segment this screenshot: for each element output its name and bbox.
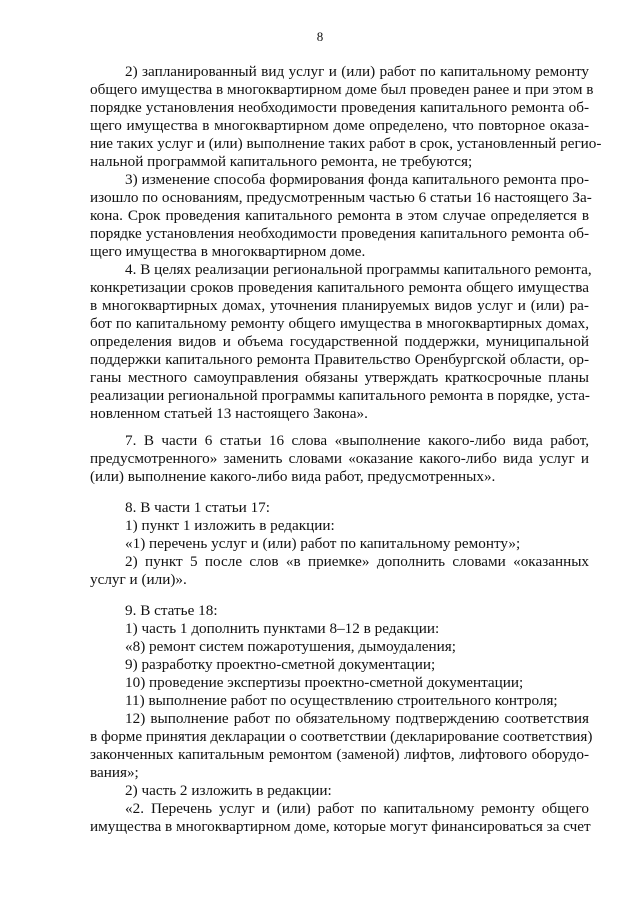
text-line: законченных капитальным ремонтом (заменой) лифтов, лифтового оборудо- <box>90 746 589 763</box>
text-line: 2) часть 2 изложить в редакции: <box>125 782 332 799</box>
text-line: ганы местного самоуправления обязаны утверждать краткосрочные планы <box>90 369 589 386</box>
text-line: бот по капитальному ремонту общего имущества в многоквартирных домах, <box>90 315 589 332</box>
text-line: поддержки капитального ремонта Правительство Оренбургской области, ор- <box>90 351 589 368</box>
text-line: реализации региональной программы капитального ремонта в порядке, уста- <box>90 387 590 404</box>
text-line: 1) часть 1 дополнить пунктами 8–12 в редакции: <box>125 620 440 637</box>
text-line: «2. Перечень услуг и (или) работ по капитальному ремонту общего <box>125 800 589 817</box>
text-line: щего имущества в многоквартирном доме. <box>90 243 366 260</box>
text-line: щего имущества в многоквартирном доме определено, что повторное оказа- <box>90 117 589 134</box>
text-line: вания»; <box>90 764 139 781</box>
text-line: 9) разработку проектно-сметной документации; <box>125 656 436 673</box>
text-line: 8. В части 1 статьи 17: <box>125 499 270 516</box>
text-line: 2) запланированный вид услуг и (или) работ по капитальному ремонту <box>125 63 589 80</box>
text-line: конкретизации сроков проведения капитального ремонта общего имущества <box>90 279 589 296</box>
text-line: 10) проведение экспертизы проектно-сметной документации; <box>125 674 524 691</box>
text-line: предусмотренного» заменить словами «оказание какого-либо вида услуг и <box>90 450 589 467</box>
text-line: 1) пункт 1 изложить в редакции: <box>125 517 335 534</box>
text-line: порядке установления необходимости проведения капитального ремонта об- <box>90 99 589 116</box>
text-line: общего имущества в многоквартирном доме был проведен ранее и при этом в <box>90 81 594 98</box>
text-line: определения видов и объема государственной поддержки, муниципальной <box>90 333 589 350</box>
text-line: 2) пункт 5 после слов «в приемке» дополнить словами «оказанных <box>125 553 589 570</box>
text-line: «1) перечень услуг и (или) работ по капитальному ремонту»; <box>125 535 521 552</box>
text-line: нальной программой капитального ремонта, не требуются; <box>90 153 473 170</box>
text-line: 7. В части 6 статьи 16 слова «выполнение какого-либо вида работ, <box>125 432 589 449</box>
text-line: 12) выполнение работ по обязательному подтверждению соответствия <box>125 710 589 727</box>
text-line: в форме принятия декларации о соответствии (декларирование соответствия) <box>90 728 593 745</box>
text-line: новленном статьей 13 настоящего Закона». <box>90 405 368 422</box>
text-line: 4. В целях реализации региональной программы капитального ремонта, <box>125 261 592 278</box>
text-line: ние таких услуг и (или) выполнение таких работ в срок, установленный регио- <box>90 135 602 152</box>
text-line: изошло по основаниям, предусмотренным частью 6 статьи 16 настоящего За- <box>90 189 592 206</box>
text-line: имущества в многоквартирном доме, которые могут финансироваться за счет <box>90 818 591 835</box>
text-line: 3) изменение способа формирования фонда капитального ремонта про- <box>125 171 589 188</box>
text-line: 11) выполнение работ по осуществлению строительного контроля; <box>125 692 558 709</box>
text-line: порядке установления необходимости проведения капитального ремонта об- <box>90 225 589 242</box>
page-number: 8 <box>316 29 324 44</box>
text-line: кона. Срок проведения капитального ремонта в этом случае определяется в <box>90 207 589 224</box>
text-line: «8) ремонт систем пожаротушения, дымоудаления; <box>125 638 456 655</box>
text-line: услуг и (или)». <box>90 571 187 588</box>
text-line: в многоквартирных домах, уточнения планируемых видов услуг и (или) ра- <box>90 297 589 314</box>
text-line: 9. В статье 18: <box>125 602 218 619</box>
text-line: (или) выполнение какого-либо вида работ, предусмотренных». <box>90 468 496 485</box>
